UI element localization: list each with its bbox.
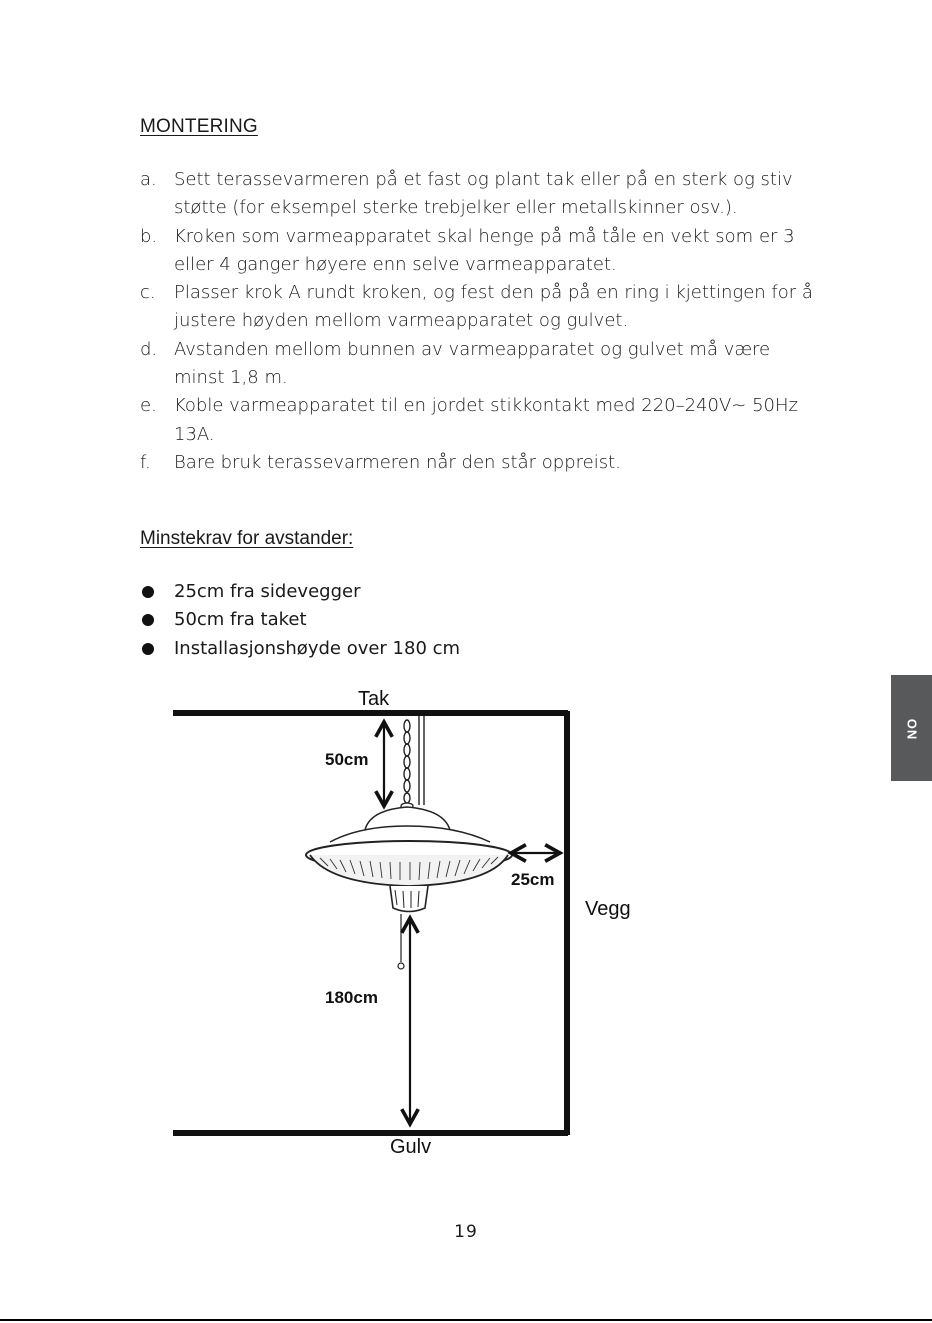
list-item-text: 25cm fra sidevegger	[174, 581, 361, 602]
ceiling-label: Tak	[358, 688, 390, 710]
list-item-text: Kroken som varmeapparatet skal henge på må tåle en vekt som er 3 eller 4 ganger høyere enn selve varmeapparatet.	[174, 225, 795, 275]
list-item-text: Plasser krok A rundt kroken, og fest den på på en ring i kjettingen for å justere høyden mellom varmeapparatet og gulvet.	[174, 282, 813, 332]
floor-distance-label: 180cm	[325, 988, 378, 1007]
list-item-text: Koble varmeapparatet til en jordet stikkontakt med 220–240V~ 50Hz 13A.	[174, 395, 798, 445]
list-item-text: 50cm fra taket	[174, 609, 307, 631]
section-title-minimum-distances: Minstekrav for avstander:	[140, 528, 354, 549]
ceiling-distance-label: 50cm	[325, 750, 369, 769]
list-marker: f.	[140, 451, 151, 473]
list-marker: c.	[140, 282, 156, 304]
list-item-text: Sett terassevarmeren på et fast og plant tak eller på en sterk og stiv støtte (for eksempel sterke trebjelker eller metallskinner osv.).	[174, 169, 793, 219]
language-tab-label: NO	[904, 717, 919, 739]
wall-distance-label: 25cm	[511, 870, 555, 889]
page-number: 19	[454, 1222, 478, 1242]
list-marker: d.	[140, 338, 158, 360]
list-marker: a.	[140, 169, 157, 190]
list-item-text: Installasjonshøyde over 180 cm	[174, 637, 461, 659]
page-bottom-rule	[0, 1319, 932, 1321]
wall-label: Vegg	[585, 898, 631, 920]
list-marker: e.	[140, 395, 157, 417]
room-outline	[173, 711, 568, 1135]
section-title-montering: MONTERING	[140, 116, 258, 137]
hanging-chain	[404, 716, 424, 805]
list-item-text: Bare bruk terassevarmeren når den står oppreist.	[174, 451, 621, 473]
language-tab	[891, 675, 932, 781]
list-marker: b.	[140, 225, 158, 247]
list-item-text: Avstanden mellom bunnen av varmeapparatet og gulvet må være minst 1,8 m.	[174, 338, 771, 389]
floor-label: Gulv	[390, 1136, 432, 1158]
